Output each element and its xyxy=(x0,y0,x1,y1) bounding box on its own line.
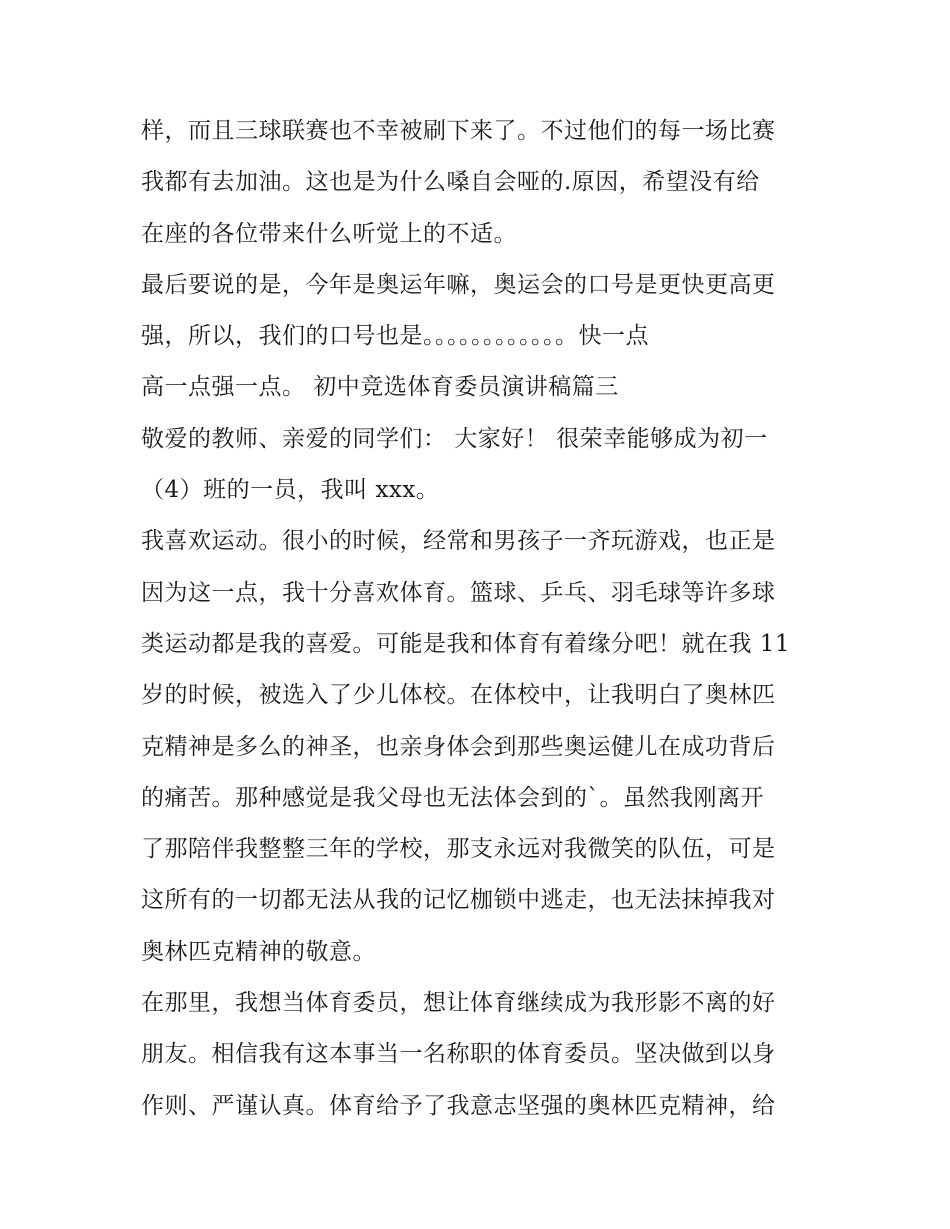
text-line: 这所有的一切都无法从我的记忆枷锁中逃走，也无法抹掉我对 xyxy=(141,887,776,914)
text-line: 我都有去加油。这也是为什么嗓自会哑的.原因，希望没有给 xyxy=(141,169,760,196)
text-line: 作则、严谨认真。体育给予了我意志坚强的奥林匹克精神，给 xyxy=(141,1092,776,1119)
text-line: 奥林匹克精神的敬意。 xyxy=(141,938,376,965)
text-line: （4）班的一员，我叫 xxx。 xyxy=(141,477,440,504)
text-line: 岁的时候，被选入了少儿体校。在体校中，让我明白了奥林匹 xyxy=(141,682,776,709)
text-line: 类运动都是我的喜爱。可能是我和体育有着缘分吧！就在我 11 xyxy=(141,630,791,657)
text-line: 我喜欢运动。很小的时候，经常和男孩子一齐玩游戏，也正是 xyxy=(141,528,776,555)
text-line: 敬爱的教师、亲爱的同学们： 大家好！ 很荣幸能够成为初一 xyxy=(141,425,768,452)
text-line: 因为这一点，我十分喜欢体育。篮球、乒乓、羽毛球等许多球 xyxy=(141,579,776,606)
text-line: 强，所以，我们的口号也是。。。。。。。。。。。。快一点 xyxy=(141,323,649,350)
text-line: 了那陪伴我整整三年的学校，那支永远对我微笑的队伍，可是 xyxy=(141,836,776,863)
text-line: 朋友。相信我有这本事当一名称职的体育委员。坚决做到以身 xyxy=(141,1041,776,1068)
text-line: 在那里，我想当体育委员，想让体育继续成为我形影不离的好 xyxy=(141,990,776,1017)
text-line: 克精神是多么的神圣，也亲身体会到那些奥运健儿在成功背后 xyxy=(141,733,776,760)
text-line: 的痛苦。那种感觉是我父母也无法体会到的`。虽然我刚离开 xyxy=(141,784,764,811)
text-line: 样，而且三球联赛也不幸被刷下来了。不过他们的每一场比赛 xyxy=(141,118,776,144)
speech-text-body xyxy=(141,106,811,1132)
section-heading-line: 高一点强一点。 初中竞选体育委员演讲稿篇三 xyxy=(141,374,619,401)
text-line: 最后要说的是，今年是奥运年嘛，奥运会的口号是更快更高更 xyxy=(141,271,776,298)
text-line: 在座的各位带来什么听觉上的不适。 xyxy=(141,220,517,247)
